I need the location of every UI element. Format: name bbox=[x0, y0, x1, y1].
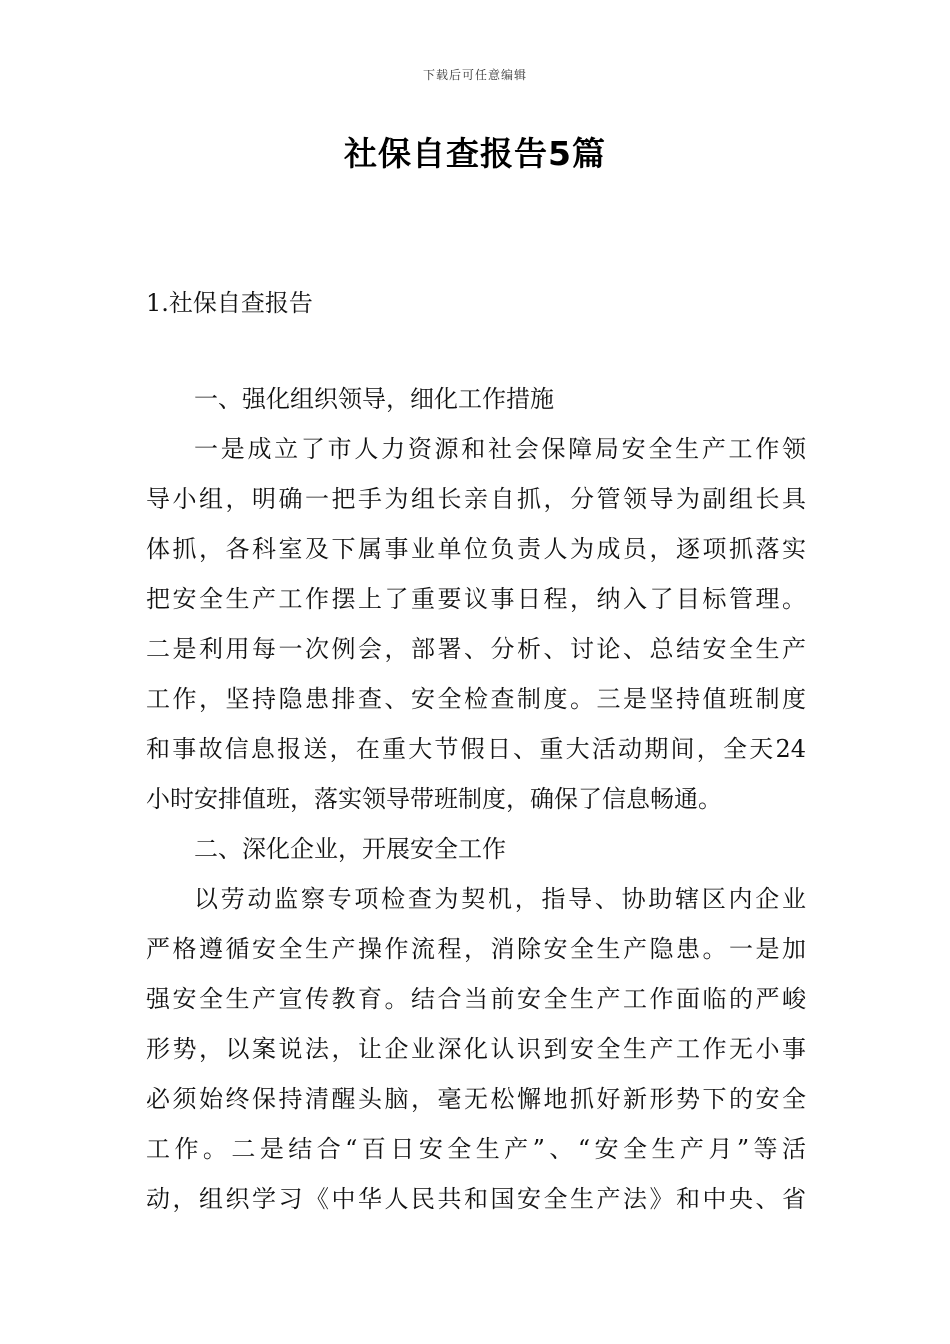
paragraph-line: 形势，以案说法，让企业深化认识到安全生产工作无小事 bbox=[146, 1035, 806, 1063]
paragraph-heading: 二、深化企业，开展安全工作 bbox=[194, 835, 506, 863]
document-title: 社保自查报告5篇 bbox=[344, 134, 606, 173]
header-note: 下载后可任意编辑 bbox=[422, 68, 527, 82]
paragraph-line: 必须始终保持清醒头脑，毫无松懈地抓好新形势下的安全 bbox=[146, 1085, 806, 1113]
paragraph-line: 二是利用每一次例会，部署、分析、讨论、总结安全生产 bbox=[146, 635, 806, 663]
document-body bbox=[146, 374, 806, 1224]
paragraph-line: 和事故信息报送，在重大节假日、重大活动期间，全天24 bbox=[146, 735, 806, 763]
paragraph-line: 以劳动监察专项检查为契机，指导、协助辖区内企业 bbox=[194, 885, 806, 913]
paragraph-line: 体抓，各科室及下属事业单位负责人为成员，逐项抓落实 bbox=[146, 535, 806, 563]
paragraph-line: 工作，坚持隐患排查、安全检查制度。三是坚持值班制度 bbox=[146, 685, 806, 713]
paragraph-line: 严格遵循安全生产操作流程，消除安全生产隐患。一是加 bbox=[146, 935, 806, 963]
paragraph-line: 导小组，明确一把手为组长亲自抓，分管领导为副组长具 bbox=[146, 485, 806, 513]
paragraph-line: 一是成立了市人力资源和社会保障局安全生产工作领 bbox=[194, 435, 806, 463]
paragraph-line: 工作。二是结合“百日安全生产”、“安全生产月”等活 bbox=[146, 1135, 806, 1163]
paragraph-line: 动，组织学习《中华人民共和国安全生产法》和中央、省 bbox=[146, 1185, 806, 1213]
paragraph-heading: 一、强化组织领导，细化工作措施 bbox=[194, 385, 554, 413]
paragraph-line: 强安全生产宣传教育。结合当前安全生产工作面临的严峻 bbox=[146, 985, 806, 1013]
paragraph-line: 把安全生产工作摆上了重要议事日程，纳入了目标管理。 bbox=[146, 585, 806, 613]
section-title: 1.社保自查报告 bbox=[146, 289, 313, 317]
paragraph-line: 小时安排值班，落实领导带班制度，确保了信息畅通。 bbox=[146, 785, 722, 813]
